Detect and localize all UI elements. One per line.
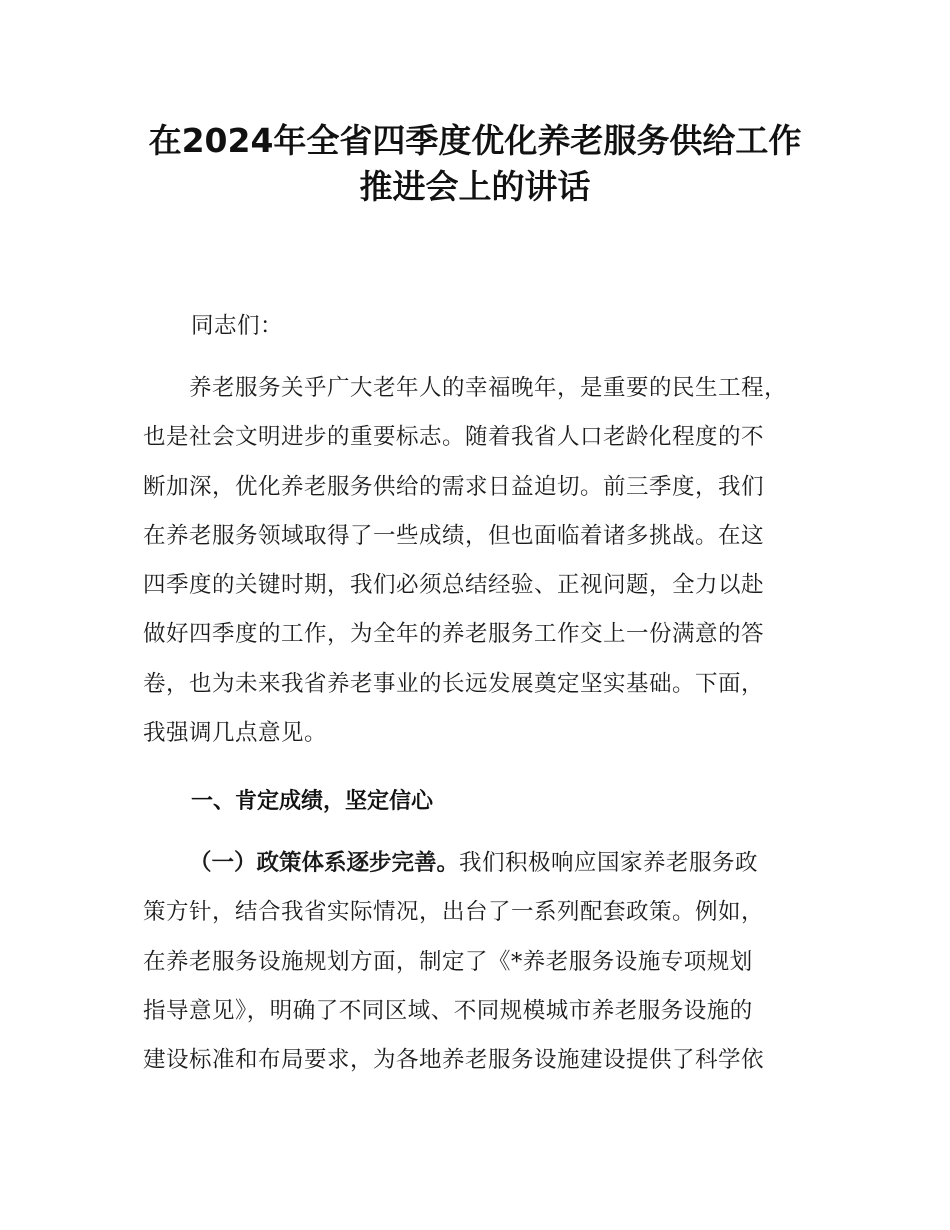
paragraph-1-line: 卷，也为未来我省养老事业的长远发展奠定坚实基础。下面，: [143, 670, 765, 697]
paragraph-1-line: 也是社会文明进步的重要标志。随着我省人口老龄化程度的不: [143, 424, 765, 451]
paragraph-1-line: 做好四季度的工作，为全年的养老服务工作交上一份满意的答: [143, 621, 765, 648]
document-title-line-2: 推进会上的讲话: [359, 167, 591, 206]
paragraph-2-first-line: [143, 839, 823, 888]
section-heading-1: 一、肯定成绩，坚定信心: [191, 789, 434, 814]
salutation: 同志们：: [191, 313, 284, 339]
paragraph-2-line: 建设标准和布局要求，为各地养老服务设施建设提供了科学依: [143, 1047, 765, 1074]
paragraph-2: [143, 839, 823, 1085]
paragraph-1-line: 四季度的关键时期，我们必须总结经验、正视问题，全力以赴: [143, 572, 765, 599]
paragraph-2-line: 策方针，结合我省实际情况，出台了一系列配套政策。例如，: [143, 899, 765, 926]
paragraph-2-line: 指导意见》，明确了不同区域、不同规模城市养老服务设施的: [143, 997, 753, 1024]
paragraph-2-line: 在养老服务设施规划方面，制定了《*养老服务设施专项规划: [143, 948, 753, 975]
document-title-line-1: 在2024年全省四季度优化养老服务供给工作: [148, 121, 802, 160]
paragraph-1-line: 我强调几点意见。: [143, 720, 328, 747]
paragraph-1-line: 断加深，优化养老服务供给的需求日益迫切。前三季度，我们: [143, 473, 765, 500]
subsection-lead: （一）政策体系逐步完善。: [189, 850, 460, 876]
paragraph-1-line: 养老服务关乎广大老年人的幸福晚年，是重要的民生工程，: [189, 375, 788, 401]
paragraph-2-first-line-text: 我们积极响应国家养老服务政: [459, 850, 759, 876]
paragraph-1: [143, 364, 823, 758]
paragraph-1-line: 在养老服务领域取得了一些成绩，但也面临着诸多挑战。在这: [143, 522, 765, 549]
